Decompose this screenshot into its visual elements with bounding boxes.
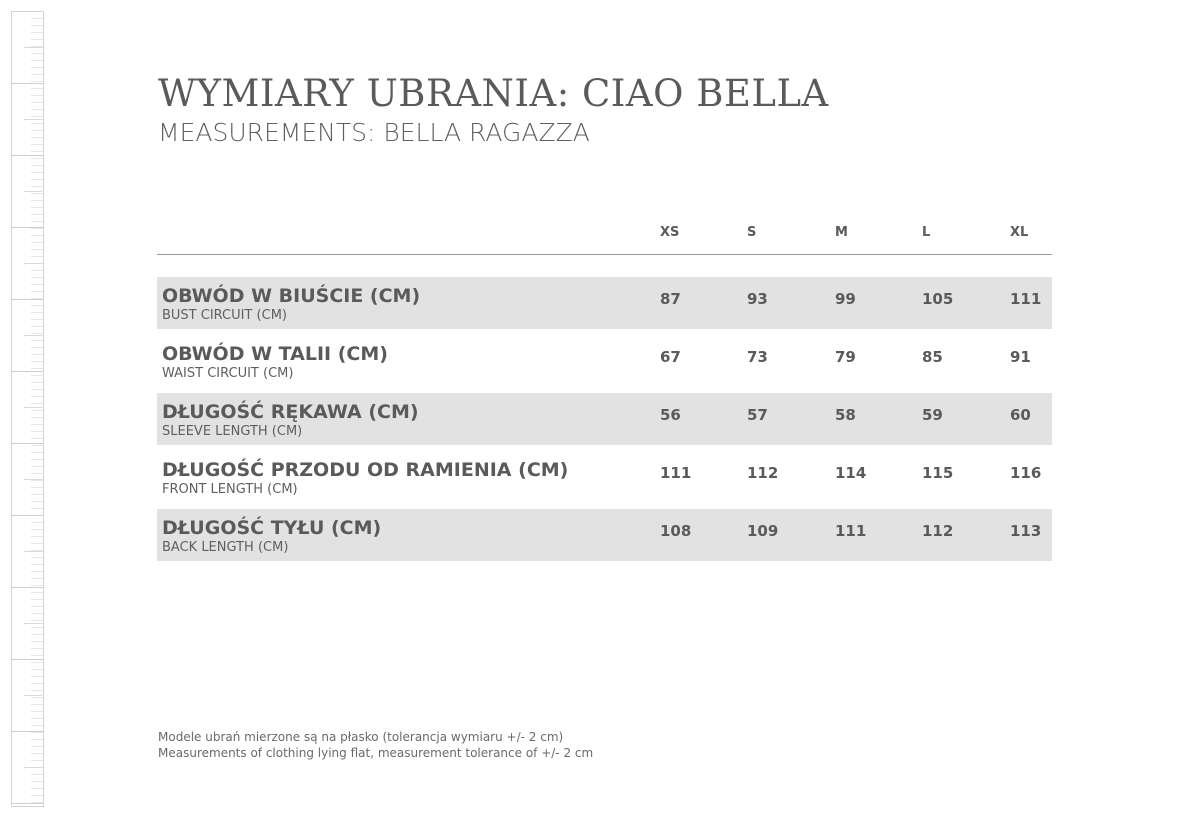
- table-cell: 56: [660, 406, 681, 424]
- page-subtitle: MEASUREMENTS: BELLA RAGAZZA: [158, 118, 590, 147]
- table-cell: 105: [922, 290, 954, 308]
- size-table: [157, 215, 1052, 567]
- row-label-pl: DŁUGOŚĆ TYŁU (CM): [162, 517, 382, 539]
- footnote-en: Measurements of clothing lying flat, measurement tolerance of +/- 2 cm: [158, 746, 594, 760]
- table-cell: 59: [922, 406, 943, 424]
- table-cell: 113: [1010, 522, 1042, 540]
- row-label-pl: DŁUGOŚĆ RĘKAWA (CM): [162, 401, 419, 423]
- footnote-pl: Modele ubrań mierzone są na płasko (tolerancja wymiaru +/- 2 cm): [158, 730, 564, 744]
- table-row-bust: [157, 277, 1052, 329]
- table-cell: 114: [835, 464, 867, 482]
- table-cell: 57: [747, 406, 768, 424]
- row-label-en: BACK LENGTH (CM): [162, 540, 289, 555]
- table-cell: 112: [922, 522, 954, 540]
- row-label-pl: DŁUGOŚĆ PRZODU OD RAMIENIA (CM): [162, 459, 569, 481]
- table-cell: 111: [835, 522, 867, 540]
- table-cell: 112: [747, 464, 779, 482]
- table-cell: 60: [1010, 406, 1031, 424]
- table-cell: 79: [835, 348, 856, 366]
- size-header-l: L: [922, 225, 931, 240]
- table-cell: 111: [1010, 290, 1042, 308]
- table-row-sleeve: [157, 393, 1052, 445]
- table-cell: 93: [747, 290, 768, 308]
- table-cell: 67: [660, 348, 681, 366]
- row-label-en: WAIST CIRCUIT (CM): [162, 366, 294, 381]
- row-label-pl: OBWÓD W BIUŚCIE (CM): [162, 285, 421, 307]
- table-cell: 58: [835, 406, 856, 424]
- size-header-xl: XL: [1010, 225, 1029, 240]
- row-label-en: BUST CIRCUIT (CM): [162, 308, 287, 323]
- table-cell: 99: [835, 290, 856, 308]
- table-cell: 109: [747, 522, 779, 540]
- table-cell: 91: [1010, 348, 1031, 366]
- table-cell: 85: [922, 348, 943, 366]
- table-cell: 87: [660, 290, 681, 308]
- size-header-m: M: [835, 225, 848, 240]
- row-label-en: FRONT LENGTH (CM): [162, 482, 298, 497]
- table-row-waist: [157, 335, 1052, 387]
- table-cell: 111: [660, 464, 692, 482]
- size-header-s: S: [747, 225, 757, 240]
- row-label-en: SLEEVE LENGTH (CM): [162, 424, 303, 439]
- table-cell: 115: [922, 464, 954, 482]
- row-label-pl: OBWÓD W TALII (CM): [162, 343, 388, 365]
- table-row-front-length: [157, 451, 1052, 503]
- size-header-row: [157, 215, 1052, 255]
- table-cell: 116: [1010, 464, 1042, 482]
- ruler-scale: [11, 11, 44, 807]
- table-cell: 73: [747, 348, 768, 366]
- size-header-xs: XS: [660, 225, 680, 240]
- table-cell: 108: [660, 522, 692, 540]
- page-title: WYMIARY UBRANIA: CIAO BELLA: [158, 72, 829, 115]
- table-row-back-length: [157, 509, 1052, 561]
- footnote: [158, 729, 593, 761]
